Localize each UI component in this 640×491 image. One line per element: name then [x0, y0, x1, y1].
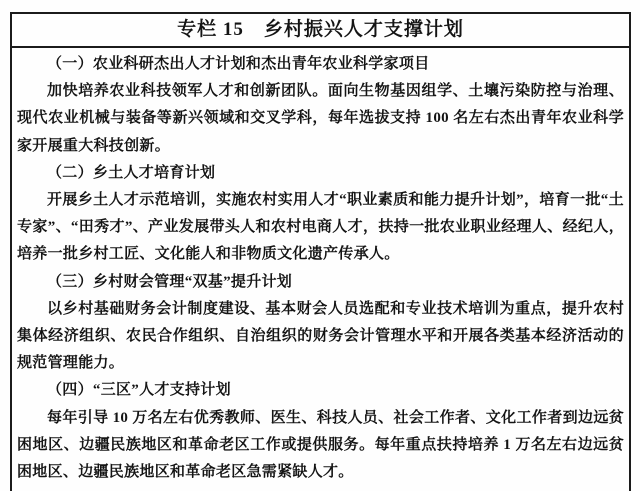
section-heading: （四）“三区”人才支持计划 [47, 382, 231, 399]
section-paragraph: 加快培养农业科技领军人才和创新团队。面向生物基因组学、土壤污染防控与治理、现代农业机械与装备等新兴领域和交叉学科，每年选拔支持 100 名左右杰出青年农业科学家开展重大科技创新。 [17, 83, 624, 154]
section-paragraph: 开展乡土人才示范培训，实施农村实用人才“职业素质和能力提升计划”，培育一批“土专家”、“田秀才”、产业发展带头人和农村电商人才，扶持一批农业职业经理人、经纪人，培养一批乡村工匠、文化能人和非物质文化遗产传承人。 [17, 192, 624, 263]
column-body [12, 48, 629, 491]
column-box [10, 12, 631, 491]
section-paragraph: 以乡村基础财务会计制度建设、基本财会人员选配和专业技术培训为重点，提升农村集体经济组织、农民合作组织、自治组织的财务会计管理水平和开展各类基本经济活动的规范管理能力。 [17, 300, 624, 372]
column-title: 专栏 15 乡村振兴人才支撑计划 [12, 14, 629, 48]
section-heading: （二）乡土人才培育计划 [47, 164, 216, 181]
section-heading: （一）农业科研杰出人才计划和杰出青年农业科学家项目 [47, 56, 430, 72]
section-paragraph: 每年引导 10 万名左右优秀教师、医生、科技人员、社会工作者、文化工作者到边远贫困地区、边疆民族地区和革命老区工作或提供服务。每年重点扶持培养 1 万名左右边远贫困地区、边疆民族地区和革命老区急需紧缺人才。 [17, 409, 624, 481]
section-heading: （三）乡村财会管理“双基”提升计划 [47, 273, 293, 290]
